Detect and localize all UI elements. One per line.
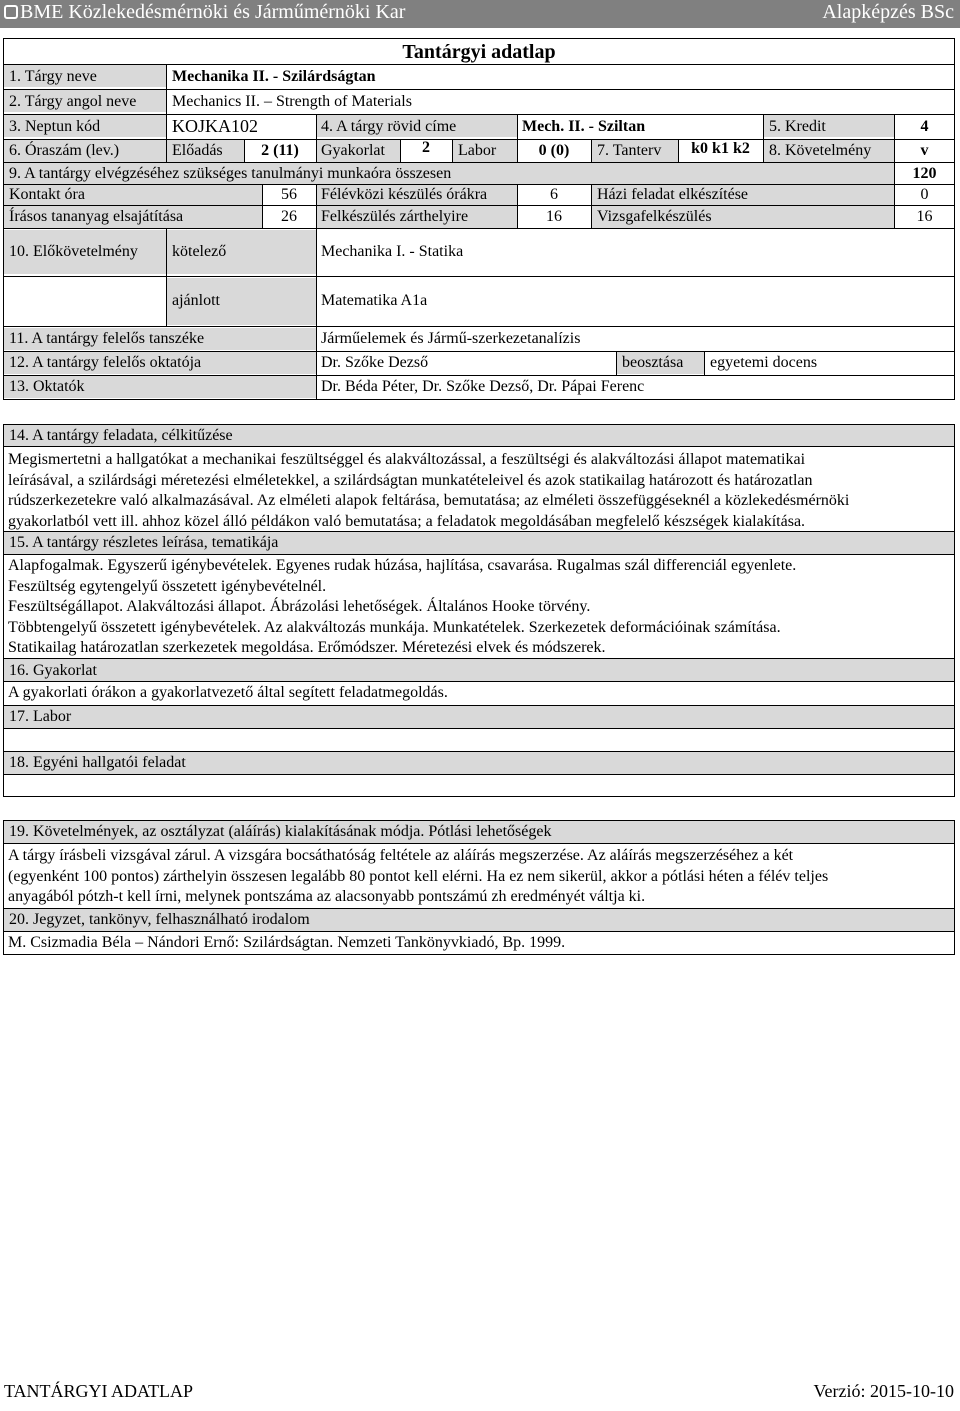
label-class-prep: Félévközi készülés órákra [321,186,488,203]
label-hours: 6. Óraszám (lev.) [9,142,120,159]
square-icon [4,5,18,19]
page-footer [0,1379,960,1411]
section-19-title: 19. Követelmények, az osztályzat (aláírás) kialakításának módja. Pótlási lehetőségek [9,823,552,840]
label-reading: Írásos tananyag elsajátítása [9,208,184,225]
practice-hours: 2 [422,139,430,156]
teachers: Dr. Béda Péter, Dr. Szőke Dezső, Dr. Pápai Ferenc [321,378,645,395]
label-responsible: 12. A tantárgy felelős oktatója [9,354,202,371]
reading: 26 [281,208,297,225]
lab-hours: 0 (0) [538,142,570,159]
section-20-title: 20. Jegyzet, tankönyv, felhasználható irodalom [9,911,310,928]
label-credit: 5. Kredit [769,118,826,135]
label-contact-hours: Kontakt óra [9,186,85,203]
section-16-body: A gyakorlati órákon a gyakorlatvezető által segített feladatmegoldás. [8,684,448,701]
neptun-code: KOJKA102 [172,116,259,136]
label-subject-name: 1. Tárgy neve [9,68,97,85]
section-14-body: Megismertetni a hallgatókat a mechanikai feszültséggel és alakváltozással, a feszültségi és alakváltozási állapot matematikai leírásával, a szilárdsági méretezési elméletekkel, a szilárdságtan munkatételeivel és azok statikailag határozott és határozatlan rúdszerkezetekre való alkalmazásával. Az elméleti alapok feltárása, bemutatása; az elméleti összefüggéseknél a közlekedésmérnöki gyakorlatból vett ill. ahhoz közel álló példákon való bemutatása; a feladatok megoldásában megfelelő készségek kialakítása. [8,451,850,530]
sheet-title: Tantárgyi adatlap [402,41,556,63]
test-prep: 16 [546,208,562,225]
mandatory-prereq: Mechanika I. - Statika [321,243,464,260]
label-short-title: 4. A tárgy rövid címe [321,118,457,135]
footer-version: Verzió: 2015-10-10 [813,1381,954,1401]
label-practice: Gyakorlat [321,142,385,159]
label-exam-prep: Vizsgafelkészülés [597,208,712,225]
label-neptun-code: 3. Neptun kód [9,118,101,135]
label-curriculum: 7. Tanterv [597,142,662,159]
label-teachers: 13. Oktatók [9,378,85,395]
header-left [4,1,405,24]
label-english-name: 2. Tárgy angol neve [9,93,137,110]
homework: 0 [920,186,929,203]
label-workload: 9. A tantárgy elvégzéséhez szükséges tanulmányi munkaóra összesen [9,165,452,182]
label-requirement: 8. Követelmény [769,142,872,159]
section-16-title: 16. Gyakorlat [9,662,97,679]
workload-total: 120 [912,165,937,182]
credit-value: 4 [920,118,929,135]
label-lab: Labor [458,142,497,159]
recommended-prereq: Matematika A1a [321,292,428,309]
class-prep: 6 [550,186,558,203]
label-homework: Házi feladat elkészítése [597,186,749,203]
english-name: Mechanics II. – Strength of Materials [172,93,412,110]
short-title: Mech. II. - Sziltan [522,118,646,135]
label-lecture: Előadás [172,142,223,159]
section-15-body: Alapfogalmak. Egyszerű igénybevételek. Egyenes rudak húzása, hajlítása, csavarása. Rugalmas szál differenciál egyenlete. Feszültség egytengelyű összetett igénybevételnél. Feszültségállapot. Alakváltozási állapot. Ábrázolási lehetőségek. Általános Hooke törvény. Többtengelyű összetett igénybevételek. Az alakváltozás munkája. Munkatételek. Szerkezetek deformációinak számítása. Statikailag határozatlan szerkezetek megoldása. Erőmódszer. Méretezési elvek és módszerek. [8,557,797,656]
label-mandatory: kötelező [172,243,227,260]
header-right: Alapképzés BSc [822,1,954,23]
faculty-name: BME Közlekedésmérnöki és Járműmérnöki Kar [20,1,406,23]
requirement-value: v [920,142,929,159]
position: egyetemi docens [710,354,818,371]
section-20-body: M. Csizmadia Béla – Nándori Ernő: Szilárdságtan. Nemzeti Tankönyvkiadó, Bp. 1999. [8,934,566,951]
label-test-prep: Felkészülés zárthelyire [321,208,469,225]
exam-prep: 16 [916,208,933,225]
label-position: beosztása [622,354,684,371]
responsible-teacher: Dr. Szőke Dezső [321,354,429,371]
section-18-title: 18. Egyéni hallgatói feladat [9,754,186,771]
department: Járműelemek és Jármű-szerkezetanalízis [321,330,581,347]
label-department: 11. A tantárgy felelős tanszéke [9,330,205,347]
label-prerequisites: 10. Előkövetelmény [9,243,138,260]
section-17-title: 17. Labor [9,708,72,725]
section-19-body: A tárgy írásbeli vizsgával zárul. A vizsgára bocsáthatóság feltétele az aláírás megszerzése. Az aláírás megszerzéséhez a két (egyenként 100 pontos) zárthelyin összesen legalább 80 pontot kell elérni. Ha ez nem sikerül, akkor a pótlási héten a félév teljes anyagából pótzh-t kell írni, melynek pontszáma az alacsonyabb pontszámú zh eredményét váltja ki. [8,847,829,905]
section-15-title: 15. A tantárgy részletes leírása, tematikája [9,534,279,551]
subject-name: Mechanika II. - Szilárdságtan [172,68,376,85]
lecture-hours: 2 (11) [261,142,299,159]
label-recommended: ajánlott [172,292,220,309]
curriculum-value: k0 k1 k2 [691,140,750,157]
page-header [0,0,960,28]
contact-hours: 56 [281,186,297,203]
footer-left: TANTÁRGYI ADATLAP [4,1381,194,1401]
section-14-title: 14. A tantárgy feladata, célkitűzése [9,427,233,444]
